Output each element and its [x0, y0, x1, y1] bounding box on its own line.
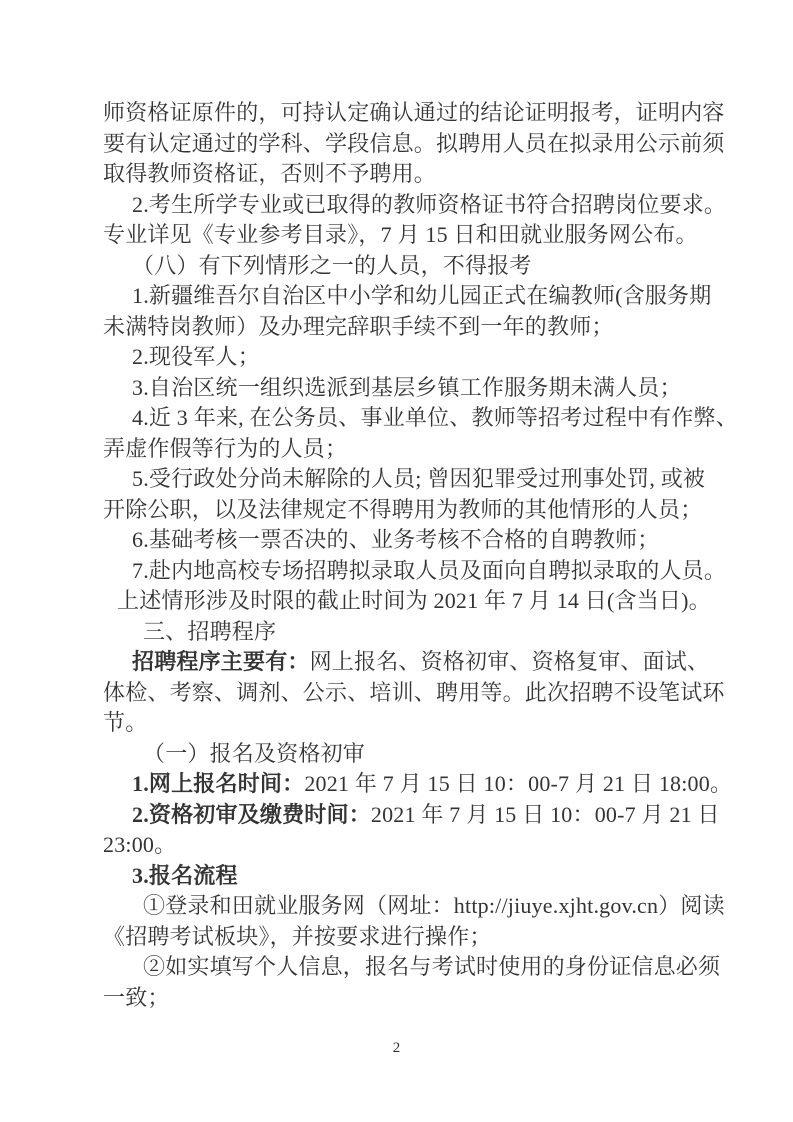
bold-lead-text: 2.资格初审及缴费时间： [132, 801, 371, 827]
text-line: 专业详见《专业参考目录》，7 月 15 日和田就业服务网公布。 [103, 222, 698, 247]
text-line: 5.受行政处分尚未解除的人员; 曾因犯罪受过刑事处罚, 或被 [132, 466, 706, 491]
text-line: 上述情形涉及时限的截止时间为 2021 年 7 月 14 日(含当日)。 [117, 588, 711, 613]
text-line: 2.现役军人； [132, 344, 260, 369]
text-line: 2.资格初审及缴费时间：2021 年 7 月 15 日 10：00-7 月 21 日 [132, 801, 720, 827]
text-line: 7.赴内地高校专场招聘拟录取人员及面向自聘拟录取的人员。 [132, 557, 727, 583]
text-line: 师资格证原件的，可持认定确认通过的结论证明报考，证明内容 [103, 100, 725, 125]
text-line: 节。 [103, 710, 148, 735]
bold-lead-text: 1.网上报名时间： [132, 771, 305, 796]
text-line: 一致； [103, 984, 170, 1010]
text-line: （一）报名及资格初审 [143, 740, 366, 766]
text-line: 《招聘考试板块》，并按要求进行操作； [103, 923, 492, 949]
text-line: 2.考生所学专业或已取得的教师资格证书符合招聘岗位要求。 [132, 191, 727, 217]
text-line: 三、招聘程序 [143, 618, 277, 644]
text-line: ①登录和田就业服务网（网址：http://jiuye.xjht.gov.cn）阅读 [143, 893, 725, 918]
text-line: 体检、考察、调剂、公示、培训、聘用等。此次招聘不设笔试环 [103, 679, 725, 705]
text-line: 开除公职，以及法律规定不得聘用为教师的其他情形的人员； [103, 496, 703, 522]
text-line: 3.自治区统一组织选派到基层乡镇工作服务期未满人员； [132, 374, 682, 400]
text-line: 要有认定通过的学科、学段信息。拟聘用人员在拟录用公示前须 [103, 130, 725, 156]
text-line: 23:00。 [103, 832, 177, 857]
text-line: 6.基础考核一票否决的、业务考核不合格的自聘教师； [132, 527, 660, 552]
text-line: 取得教师资格证，否则不予聘用。 [103, 161, 437, 186]
text-line: 招聘程序主要有：网上报名、资格初审、资格复审、面试、 [132, 649, 710, 674]
bold-lead-text: 招聘程序主要有： [132, 649, 310, 674]
text-line: 1.网上报名时间：2021 年 7 月 15 日 10：00-7 月 21 日 18:00。 [132, 771, 733, 796]
page-number: 2 [392, 1040, 401, 1056]
text-line [103, 861, 699, 892]
page-footer [0, 1039, 793, 1057]
text-line: 4.近 3 年来, 在公务员、事业单位、教师等招考过程中有作弊、 [132, 405, 738, 430]
text-line: 弄虚作假等行为的人员； [103, 435, 348, 461]
text-line: ②如实填写个人信息，报名与考试时使用的身份证信息必须 [143, 954, 721, 979]
text-line: 1.新疆维吾尔自治区中小学和幼儿园正式在编教师(含服务期 [132, 283, 712, 308]
text-line: （八）有下列情形之一的人员，不得报考 [132, 252, 532, 278]
bold-lead-text: 3.报名流程 [132, 862, 238, 888]
text-line: 未满特岗教师）及办理完辞职手续不到一年的教师； [103, 313, 614, 339]
document-body [103, 98, 738, 1013]
